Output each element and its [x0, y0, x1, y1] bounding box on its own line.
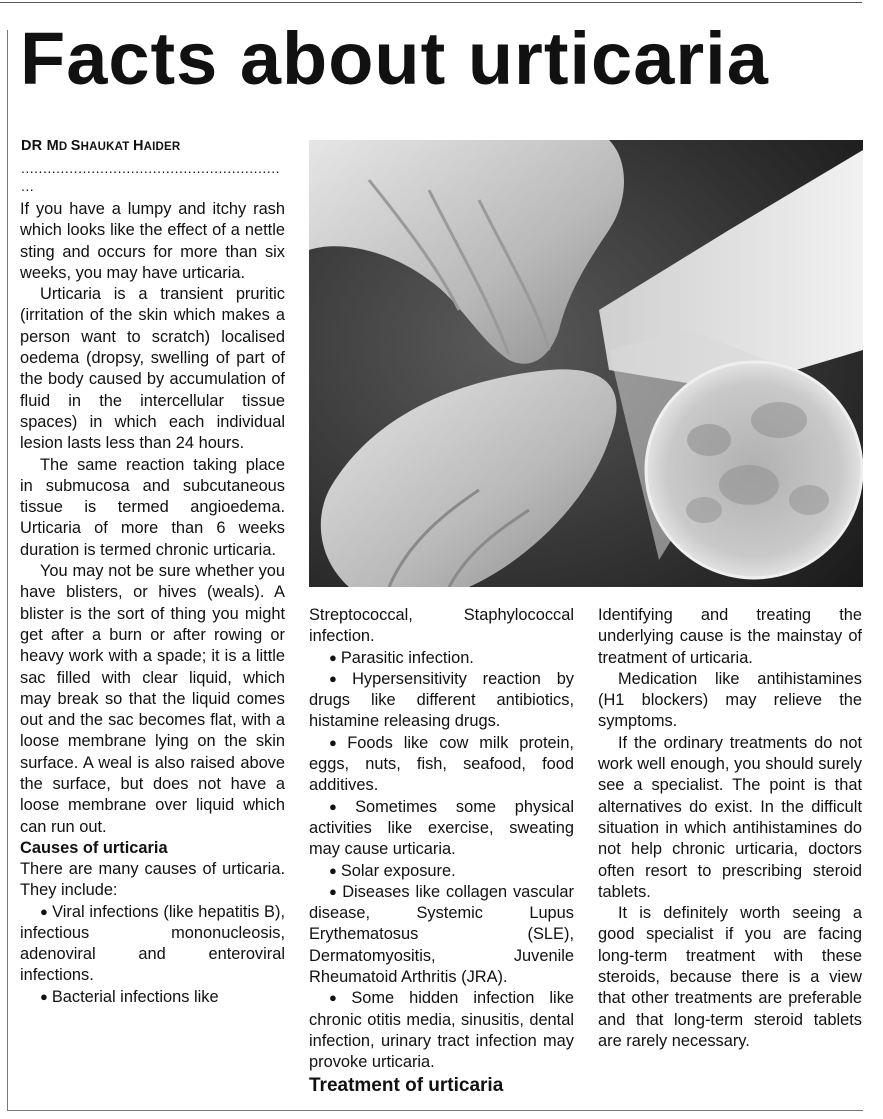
bullet-item: ● Some hidden infection like chronic otitis media, sinusitis, dental infection, urinary tract infection may provoke urticaria.	[309, 989, 575, 1072]
bacterial-continued: Streptococcal, Staphylococcal infection.	[309, 606, 574, 646]
left-rule	[7, 30, 8, 1110]
bullet-item: ● Viral infections (like hepatitis B), infectious mononucleosis, adenoviral and enteroviral infections.	[20, 902, 286, 985]
bullet-icon: ●	[329, 649, 337, 665]
bullet-icon: ●	[329, 734, 344, 750]
article-headline: Facts about urticaria	[20, 17, 769, 100]
byline-separator: ........................................................... ...	[21, 160, 280, 194]
angioedema-paragraph: The same reaction taking place in submucosa and subcutaneous tissue is termed angioedema. Urticaria of more than 6 weeks duration is termed chronic urticaria.	[20, 455, 285, 559]
bullet-item: ● Foods like cow milk protein, eggs, nuts, fish, seafood, food additives.	[309, 733, 574, 795]
bullet-item: ● Bacterial infections like	[40, 987, 219, 1006]
bullet-icon: ●	[40, 988, 48, 1004]
article-column-1	[20, 199, 285, 1008]
treatment-heading: Treatment of urticaria	[309, 1074, 504, 1096]
blister-paragraph: You may not be sure whether you have blisters, or hives (weals). A blister is the sort of thing you might get after a burn or after rowing or heavy work with a spade; it is a little sac filled with clear liquid, which may break so that the liquid comes out and the sac becomes flat, with a loose membrane lying on the skin surface. A weal is also raised above the surface, but does not have a loose membrane over liquid which can run out.	[20, 562, 285, 836]
bullet-icon: ●	[329, 883, 339, 899]
bullet-item: ● Diseases like collagen vascular disease, Systemic Lupus Erythematosus (SLE), Dermatomyositis, Juvenile Rheumatoid Arthritis (JRA).	[309, 882, 574, 987]
definition-paragraph: Urticaria is a transient pruritic (irritation of the skin which makes a person want to scratch) localised oedema (dropsy, swelling of part of the body caused by accumulation of fluid in the intercellular tissue spaces) in which each individual lesion lasts less than 24 hours.	[20, 285, 285, 453]
bullet-item: ● Sometimes some physical activities like exercise, sweating may cause urticaria.	[309, 797, 574, 859]
bullet-icon: ●	[40, 903, 49, 919]
causes-heading: Causes of urticaria	[20, 838, 168, 857]
bullet-item: ● Parasitic infection.	[329, 648, 474, 667]
treatment-paragraph-1: Identifying and treating the underlying cause is the mainstay of treatment of urticaria.	[598, 606, 862, 667]
bullet-icon: ●	[329, 798, 352, 814]
author-byline: DR MD SHAUKAT HAIDER	[21, 138, 181, 154]
article-photo-scratching-hands	[309, 140, 863, 587]
bullet-item: ● Hypersensitivity reaction by drugs like different antibiotics, histamine releasing drugs.	[309, 669, 575, 731]
treatment-paragraph-4: It is definitely worth seeing a good specialist if you are facing long-term treatment with these steroids, because there is a view that other treatments are preferable and that long-term steroid tablets are rarely necessary.	[598, 904, 862, 1050]
treatment-paragraph-2: Medication like antihistamines (H1 blockers) may relieve the symptoms.	[598, 669, 862, 731]
article-column-3	[598, 605, 862, 1052]
bottom-rule	[7, 1110, 863, 1111]
top-rule	[0, 2, 862, 3]
treatment-paragraph-3: If the ordinary treatments do not work well enough, you should surely see a specialist. The point is that alternatives do exist. In the difficult situation in which antihistamines do not help chronic urticaria, doctors often resort to prescribing steroid tablets.	[598, 733, 862, 901]
intro-paragraph: If you have a lumpy and itchy rash which looks like the effect of a nettle sting and occurs for more than six weeks, you may have urticaria.	[20, 200, 285, 282]
causes-intro: There are many causes of urticaria. They include:	[20, 859, 285, 900]
bullet-icon: ●	[329, 862, 337, 878]
bullet-item: ● Solar exposure.	[329, 861, 456, 880]
article-column-2	[309, 605, 574, 1098]
bullet-icon: ●	[329, 990, 348, 1006]
bullet-icon: ●	[329, 670, 349, 686]
